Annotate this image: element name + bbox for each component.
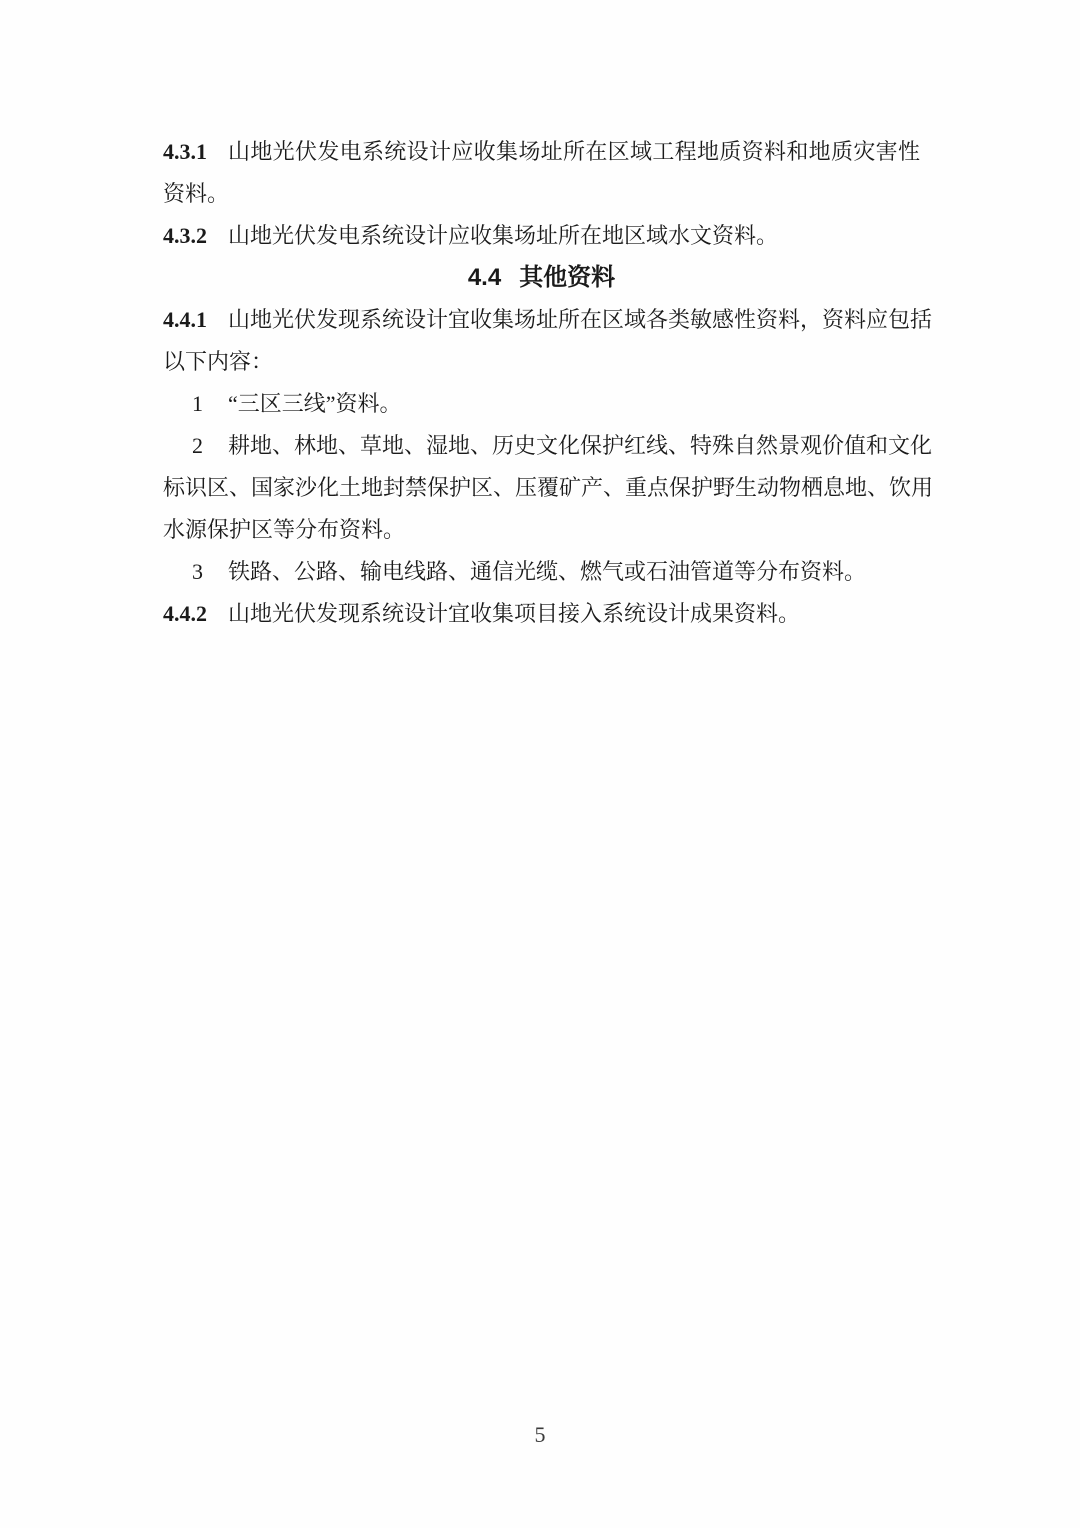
page-number: 5 — [534, 1422, 546, 1447]
list-item-2-line-1 — [163, 425, 933, 467]
clause-4-4-1-line-1 — [163, 299, 933, 341]
clause-number-4-4-2: 4.4.2 — [163, 601, 207, 626]
clause-number-4-3-2: 4.3.2 — [163, 223, 207, 248]
list-item-2-line-2 — [163, 467, 934, 509]
section-heading-title: 其他资料 — [519, 264, 616, 291]
list-item-1 — [163, 383, 920, 425]
section-heading-4-4 — [163, 257, 920, 299]
clause-number-4-3-1: 4.3.1 — [163, 139, 207, 164]
list-item-text: 耕地、林地、草地、湿地、历史文化保护红线、特殊自然景观价值和文化 — [228, 433, 933, 458]
clause-4-4-1-line-2 — [163, 341, 920, 383]
clause-4-3-2-line — [163, 215, 920, 257]
section-heading-number: 4.4 — [467, 264, 502, 291]
clause-number-4-4-1: 4.4.1 — [163, 307, 207, 332]
clause-4-4-2-line — [163, 593, 920, 635]
clause-text: 山地光伏发电系统设计应收集场址所在地区域水文资料。 — [228, 223, 779, 248]
clause-text: 山地光伏发现系统设计宜收集项目接入系统设计成果资料。 — [228, 601, 801, 626]
clause-4-3-1-line-1 — [163, 131, 920, 173]
clause-text-continuation: 资料。 — [163, 181, 230, 206]
list-item-text: “三区三线”资料。 — [228, 391, 402, 416]
list-item-text-continuation: 水源保护区等分布资料。 — [163, 517, 406, 542]
clause-text-continuation: 以下内容： — [163, 349, 274, 374]
list-item-text: 铁路、公路、输电线路、通信光缆、燃气或石油管道等分布资料。 — [228, 559, 867, 584]
body-text — [163, 131, 934, 635]
list-item-text-continuation: 标识区、国家沙化土地封禁保护区、压覆矿产、重点保护野生动物栖息地、饮用 — [163, 475, 934, 500]
list-item-3 — [163, 551, 920, 593]
list-item-number: 1 — [192, 391, 203, 416]
list-item-2-line-3 — [163, 509, 920, 551]
clause-4-3-1-line-2 — [163, 173, 920, 215]
list-item-number: 3 — [192, 559, 203, 584]
clause-text: 山地光伏发电系统设计应收集场址所在区域工程地质资料和地质灾害性 — [228, 139, 920, 164]
list-item-number: 2 — [192, 433, 203, 458]
clause-text: 山地光伏发现系统设计宜收集场址所在区域各类敏感性资料，资料应包括 — [228, 307, 933, 332]
